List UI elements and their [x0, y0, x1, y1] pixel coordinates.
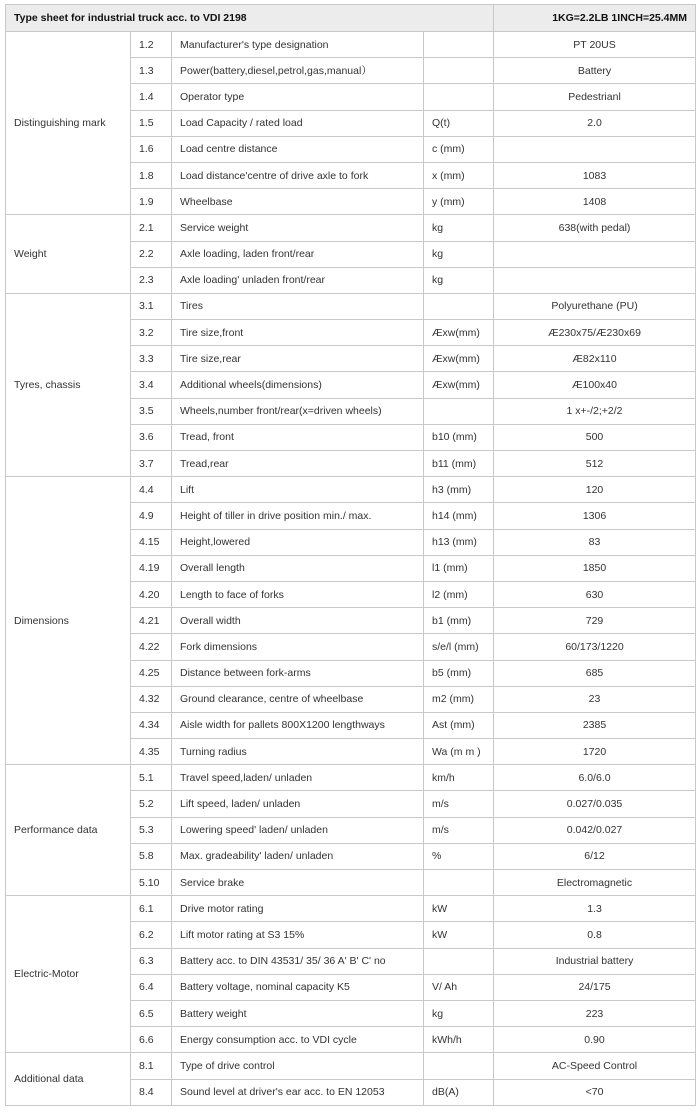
row-description: Distance between fork-arms [172, 660, 424, 686]
row-number: 1.4 [131, 84, 172, 110]
row-description: Tire size,front [172, 320, 424, 346]
row-number: 3.6 [131, 424, 172, 450]
spec-row [6, 1053, 696, 1079]
row-unit: m/s [424, 791, 494, 817]
row-number: 4.32 [131, 686, 172, 712]
row-number: 1.5 [131, 110, 172, 136]
row-description: Sound level at driver's ear acc. to EN 12053 [172, 1079, 424, 1105]
row-unit [424, 84, 494, 110]
row-description: Axle loading, laden front/rear [172, 241, 424, 267]
row-unit: b5 (mm) [424, 660, 494, 686]
spec-row [6, 293, 696, 319]
row-value: 1306 [494, 503, 696, 529]
row-value: 0.042/0.027 [494, 817, 696, 843]
row-value: 6.0/6.0 [494, 765, 696, 791]
row-value: Pedestrianl [494, 84, 696, 110]
row-value: PT 20US [494, 32, 696, 58]
row-unit: Ast (mm) [424, 712, 494, 738]
row-unit: h3 (mm) [424, 477, 494, 503]
row-unit: % [424, 843, 494, 869]
row-value: 500 [494, 424, 696, 450]
row-value: 729 [494, 608, 696, 634]
row-unit: Q(t) [424, 110, 494, 136]
row-unit: b1 (mm) [424, 608, 494, 634]
row-value: Electromagnetic [494, 870, 696, 896]
row-description: Additional wheels(dimensions) [172, 372, 424, 398]
row-value: Industrial battery [494, 948, 696, 974]
row-number: 4.25 [131, 660, 172, 686]
row-unit: h14 (mm) [424, 503, 494, 529]
row-description: Service brake [172, 870, 424, 896]
row-value: 83 [494, 529, 696, 555]
row-number: 5.10 [131, 870, 172, 896]
sheet-title: Type sheet for industrial truck acc. to VDI 2198 [6, 5, 494, 32]
row-number: 4.4 [131, 477, 172, 503]
row-description: Load distance'centre of drive axle to fork [172, 162, 424, 188]
row-number: 6.1 [131, 896, 172, 922]
row-unit: y (mm) [424, 189, 494, 215]
row-description: Power(battery,diesel,petrol,gas,manual） [172, 58, 424, 84]
row-unit: kg [424, 241, 494, 267]
row-value: 23 [494, 686, 696, 712]
row-unit: kg [424, 1000, 494, 1026]
row-unit: h13 (mm) [424, 529, 494, 555]
row-unit: Æxw(mm) [424, 372, 494, 398]
row-number: 3.5 [131, 398, 172, 424]
row-description: Type of drive control [172, 1053, 424, 1079]
row-unit: m2 (mm) [424, 686, 494, 712]
row-number: 3.2 [131, 320, 172, 346]
row-unit: V/ Ah [424, 974, 494, 1000]
row-number: 5.3 [131, 817, 172, 843]
spec-row [6, 32, 696, 58]
row-unit: dB(A) [424, 1079, 494, 1105]
row-unit [424, 32, 494, 58]
row-unit: m/s [424, 817, 494, 843]
row-description: Lift motor rating at S3 15% [172, 922, 424, 948]
row-value: 685 [494, 660, 696, 686]
row-number: 4.20 [131, 581, 172, 607]
row-value: 1.3 [494, 896, 696, 922]
group-label: Performance data [6, 765, 131, 896]
row-value: 630 [494, 581, 696, 607]
row-value: Æ82x110 [494, 346, 696, 372]
row-value: 638(with pedal) [494, 215, 696, 241]
row-description: Max. gradeability' laden/ unladen [172, 843, 424, 869]
row-unit: Æxw(mm) [424, 320, 494, 346]
row-description: Overall length [172, 555, 424, 581]
row-description: Battery voltage, nominal capacity K5 [172, 974, 424, 1000]
row-value: Battery [494, 58, 696, 84]
row-value [494, 241, 696, 267]
row-description: Ground clearance, centre of wheelbase [172, 686, 424, 712]
unit-conversion-note: 1KG=2.2LB 1INCH=25.4MM [494, 5, 696, 32]
row-unit: Æxw(mm) [424, 346, 494, 372]
row-unit: x (mm) [424, 162, 494, 188]
row-unit [424, 948, 494, 974]
row-unit [424, 398, 494, 424]
row-number: 2.2 [131, 241, 172, 267]
spec-row [6, 765, 696, 791]
row-value: 6/12 [494, 843, 696, 869]
row-number: 8.4 [131, 1079, 172, 1105]
row-description: Tires [172, 293, 424, 319]
row-description: Wheels,number front/rear(x=driven wheels) [172, 398, 424, 424]
row-value: 0.90 [494, 1027, 696, 1053]
row-number: 6.2 [131, 922, 172, 948]
row-unit: kg [424, 267, 494, 293]
row-description: Axle loading' unladen front/rear [172, 267, 424, 293]
row-number: 4.21 [131, 608, 172, 634]
row-description: Operator type [172, 84, 424, 110]
row-description: Load Capacity / rated load [172, 110, 424, 136]
row-description: Turning radius [172, 739, 424, 765]
row-value: Æ100x40 [494, 372, 696, 398]
row-description: Energy consumption acc. to VDI cycle [172, 1027, 424, 1053]
row-number: 3.1 [131, 293, 172, 319]
row-unit: b10 (mm) [424, 424, 494, 450]
row-number: 1.2 [131, 32, 172, 58]
row-unit: s/e/l (mm) [424, 634, 494, 660]
row-value: 1850 [494, 555, 696, 581]
row-number: 6.5 [131, 1000, 172, 1026]
row-description: Fork dimensions [172, 634, 424, 660]
row-unit [424, 870, 494, 896]
row-number: 4.35 [131, 739, 172, 765]
row-number: 6.3 [131, 948, 172, 974]
row-number: 4.34 [131, 712, 172, 738]
group-label: Weight [6, 215, 131, 294]
row-unit: kg [424, 215, 494, 241]
spec-table [5, 4, 696, 1106]
spec-row [6, 896, 696, 922]
spec-row [6, 477, 696, 503]
row-value: 1 x+-/2;+2/2 [494, 398, 696, 424]
row-number: 2.1 [131, 215, 172, 241]
row-number: 1.9 [131, 189, 172, 215]
row-description: Lowering speed' laden/ unladen [172, 817, 424, 843]
row-unit: kWh/h [424, 1027, 494, 1053]
group-label: Additional data [6, 1053, 131, 1105]
row-unit [424, 1053, 494, 1079]
row-description: Length to face of forks [172, 581, 424, 607]
row-unit: b11 (mm) [424, 451, 494, 477]
row-description: Aisle width for pallets 800X1200 lengthways [172, 712, 424, 738]
row-number: 4.15 [131, 529, 172, 555]
row-description: Service weight [172, 215, 424, 241]
row-unit [424, 293, 494, 319]
row-number: 6.4 [131, 974, 172, 1000]
row-description: Load centre distance [172, 136, 424, 162]
row-description: Tread,rear [172, 451, 424, 477]
row-value: 1408 [494, 189, 696, 215]
row-description: Lift [172, 477, 424, 503]
row-number: 5.1 [131, 765, 172, 791]
row-number: 4.19 [131, 555, 172, 581]
row-value: 1720 [494, 739, 696, 765]
row-description: Battery weight [172, 1000, 424, 1026]
row-description: Height,lowered [172, 529, 424, 555]
row-value: 120 [494, 477, 696, 503]
row-unit: kW [424, 922, 494, 948]
row-value: 24/175 [494, 974, 696, 1000]
row-description: Drive motor rating [172, 896, 424, 922]
row-number: 8.1 [131, 1053, 172, 1079]
row-unit: l2 (mm) [424, 581, 494, 607]
row-description: Lift speed, laden/ unladen [172, 791, 424, 817]
table-header-row [6, 5, 696, 32]
row-number: 2.3 [131, 267, 172, 293]
row-value: 223 [494, 1000, 696, 1026]
row-number: 3.3 [131, 346, 172, 372]
row-value: <70 [494, 1079, 696, 1105]
row-value: 60/173/1220 [494, 634, 696, 660]
row-description: Tread, front [172, 424, 424, 450]
row-value: 0.027/0.035 [494, 791, 696, 817]
row-value: Polyurethane (PU) [494, 293, 696, 319]
row-unit: c (mm) [424, 136, 494, 162]
row-number: 1.6 [131, 136, 172, 162]
row-description: Height of tiller in drive position min./ max. [172, 503, 424, 529]
row-value: Æ230x75/Æ230x69 [494, 320, 696, 346]
row-value [494, 136, 696, 162]
row-value: AC-Speed Control [494, 1053, 696, 1079]
row-description: Battery acc. to DIN 43531/ 35/ 36 A' B' C' no [172, 948, 424, 974]
row-number: 4.9 [131, 503, 172, 529]
row-unit [424, 58, 494, 84]
row-unit: Wa (m m ) [424, 739, 494, 765]
row-description: Tire size,rear [172, 346, 424, 372]
row-description: Manufacturer's type designation [172, 32, 424, 58]
row-value: 1083 [494, 162, 696, 188]
row-number: 1.8 [131, 162, 172, 188]
row-value: 2.0 [494, 110, 696, 136]
row-value: 0.8 [494, 922, 696, 948]
row-number: 1.3 [131, 58, 172, 84]
row-description: Overall width [172, 608, 424, 634]
row-value [494, 267, 696, 293]
row-number: 3.4 [131, 372, 172, 398]
row-number: 6.6 [131, 1027, 172, 1053]
group-label: Electric-Motor [6, 896, 131, 1053]
row-number: 4.22 [131, 634, 172, 660]
group-label: Dimensions [6, 477, 131, 765]
row-number: 5.8 [131, 843, 172, 869]
row-unit: kW [424, 896, 494, 922]
row-value: 512 [494, 451, 696, 477]
row-unit: km/h [424, 765, 494, 791]
spec-row [6, 215, 696, 241]
group-label: Distinguishing mark [6, 32, 131, 215]
row-value: 2385 [494, 712, 696, 738]
group-label: Tyres, chassis [6, 293, 131, 476]
row-description: Travel speed,laden/ unladen [172, 765, 424, 791]
row-unit: l1 (mm) [424, 555, 494, 581]
row-number: 3.7 [131, 451, 172, 477]
row-description: Wheelbase [172, 189, 424, 215]
row-number: 5.2 [131, 791, 172, 817]
